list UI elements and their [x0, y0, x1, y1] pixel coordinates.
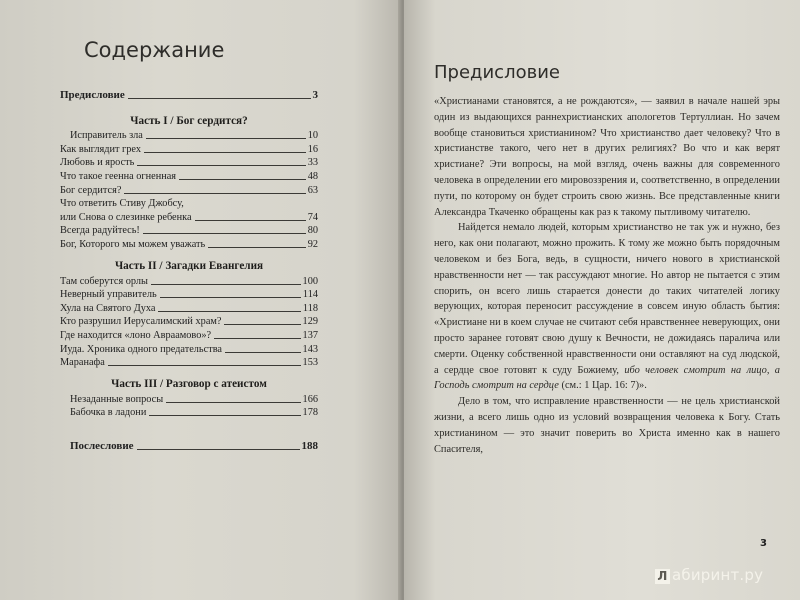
toc-page-number: 3 [312, 88, 318, 101]
toc-page-number: 143 [302, 343, 318, 355]
toc-row [60, 210, 318, 224]
toc-afterword-row [60, 439, 318, 453]
toc-entry-label: Бог сердится? [60, 184, 122, 196]
toc-entry-label: Иуда. Хроника одного предательства [60, 343, 222, 355]
preface-paragraph: Дело в том, что исправление нравственности — не цель христианской жизни, а всего лишь одно из условий возвращения человека к Богу. Стать христианином — это значит поверить во Христа именно как в нашего Спасителя, [434, 396, 780, 455]
toc-page-number: 48 [307, 170, 318, 182]
dot-leader [225, 352, 301, 353]
toc-row [60, 169, 318, 183]
toc-entry-label: Исправитель зла [70, 130, 143, 142]
toc-part-1-title: Часть I / Бог сердится? [130, 114, 248, 127]
preface-body [434, 94, 780, 457]
toc-page-number: 166 [302, 393, 318, 405]
toc-page-number: 137 [302, 329, 318, 341]
toc-row [60, 183, 318, 197]
toc-row [60, 392, 318, 406]
toc-page-number: 118 [302, 302, 318, 314]
toc-row [60, 274, 318, 288]
toc-page-number: 100 [302, 275, 318, 287]
right-page [404, 0, 800, 600]
toc-entry-label: Там соберутся орлы [60, 275, 148, 287]
toc-entry-label: Что ответить Стиву Джобсу, [60, 198, 184, 210]
dot-leader [179, 179, 306, 180]
dot-leader [195, 220, 306, 221]
page-number: 3 [760, 538, 767, 549]
toc-entry-label: Хула на Святого Духа [60, 302, 156, 314]
dot-leader [108, 365, 301, 366]
paragraph-text: Найдется немало людей, которым христианство не так уж и нужно, без него, как они полагают, можно прожить. К тому же можно быть порядочным человеком и без Бога, ведь, в сущности, ничего нового в христианской нравственности нет — так рассуждают многие. Но автор не пытается с этим спорить, он всего лишь старается донести до таких читателей логику верующих, которая переносит рассуждение в совсем иную область бытия: «Христиане ни в коем случае не считают себя нравственнее неверующих, они просто заранее готовят свою душу к Вечности, не дожидаясь паралича или смерти. Оценку собственной нравственности они оставляют на суд людской, а сердце свое готовят к суду Божиему, [434, 222, 780, 376]
watermark-logo [655, 566, 763, 584]
dot-leader [137, 449, 300, 450]
dot-leader [214, 338, 300, 339]
toc-entry-label: Бог, Которого мы можем уважать [60, 238, 206, 250]
preface-paragraph [434, 220, 780, 394]
dot-leader [137, 165, 305, 166]
toc-page-number: 80 [307, 225, 318, 237]
toc-row [60, 356, 318, 370]
toc-entry-label: Маранафа [60, 357, 105, 369]
toc-entry-label: Где находится «лоно Авраамово»? [60, 329, 212, 341]
dot-leader [144, 152, 306, 153]
dot-leader [143, 233, 306, 234]
italic-quote: ибо человек смотрит на лицо, а Господь смотрит на сердце [434, 364, 780, 392]
dot-leader [224, 324, 300, 325]
toc-page-number: 63 [307, 184, 318, 196]
toc-page-number: 114 [302, 289, 318, 301]
toc-page-number: 178 [302, 407, 318, 419]
toc-entry-label: Любовь и ярость [60, 157, 135, 169]
toc-entry-label: Как выглядит грех [60, 143, 142, 155]
toc-page-number: 129 [302, 316, 318, 328]
toc-row [60, 224, 318, 238]
paragraph-citation: (см.: 1 Цар. 16: 7)». [561, 380, 647, 392]
toc-page-number: 74 [307, 211, 318, 223]
toc-row [60, 288, 318, 302]
toc-row [60, 237, 318, 251]
preface-title: Предисловие [434, 62, 560, 83]
toc-part-2-title: Часть II / Загадки Евангелия [114, 259, 264, 272]
toc-row [60, 328, 318, 342]
toc-entry-label: Предисловие [60, 88, 125, 101]
toc-row [60, 142, 318, 156]
toc-page-number: 33 [307, 157, 318, 169]
dot-leader [208, 247, 305, 248]
toc-entry-label: Всегда радуйтесь! [60, 225, 140, 237]
toc-row [60, 315, 318, 329]
toc-title: Содержание [84, 38, 225, 62]
dot-leader [151, 284, 301, 285]
logo-box-icon: Л [655, 569, 670, 584]
toc-page-number: 188 [301, 439, 318, 452]
toc-entry-label: Кто разрушил Иерусалимский храм? [60, 316, 222, 328]
toc-row [60, 342, 318, 356]
toc-row [60, 301, 318, 315]
toc-row [60, 197, 318, 211]
toc-foreword-row [60, 88, 318, 102]
toc-page-number: 16 [307, 143, 318, 155]
dot-leader [146, 138, 306, 139]
dot-leader [158, 311, 300, 312]
toc-row [60, 129, 318, 143]
table-of-contents [60, 88, 318, 453]
dot-leader [166, 402, 300, 403]
toc-page-number: 10 [307, 130, 318, 142]
dot-leader [124, 193, 305, 194]
toc-entry-label: Послесловие [70, 439, 134, 452]
toc-entry-label: Незаданные вопросы [70, 393, 164, 405]
toc-page-number: 92 [307, 238, 318, 250]
toc-row [60, 406, 318, 420]
toc-entry-label: Что такое геенна огненная [60, 170, 177, 182]
toc-page-number: 153 [302, 357, 318, 369]
toc-entry-label: Бабочка в ладони [70, 407, 147, 419]
toc-entry-label: Неверный управитель [60, 289, 157, 301]
toc-entry-label: или Снова о слезинке ребенка [60, 211, 192, 223]
toc-row [60, 156, 318, 170]
dot-leader [149, 415, 300, 416]
toc-part-3-title: Часть III / Разговор с атеистом [111, 378, 267, 391]
dot-leader [160, 297, 301, 298]
watermark-text: абиринт.ру [672, 566, 764, 584]
dot-leader [128, 98, 311, 99]
preface-paragraph: «Христианами становятся, а не рождаются», — заявил в начале нашей эры один из выдающихся раннехристианских апологетов Тертуллиан. Но зачем вообще становиться христианином? Что христианство дает человеку? Что в христианстве такого, чего нет в других религиях? Во что и как верят христиане? Эти вопросы, на мой взгляд, очень важны для современного человека в определении его мировоззрения и, соответственно, в определении пути, по которому он будет строить свою жизнь. Все представленные книги Александра Ткаченко обращены как раз к такому пытливому читателю. [434, 96, 780, 218]
